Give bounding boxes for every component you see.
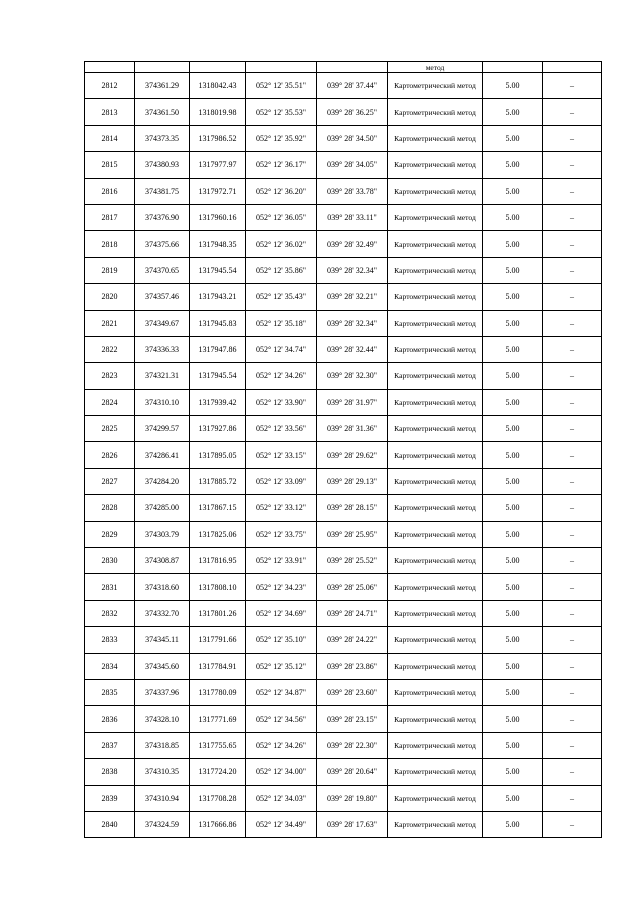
table-row <box>85 416 602 442</box>
cell-x-coordinate: 374376.90 <box>135 204 190 230</box>
cell-accuracy: 5.00 <box>483 204 543 230</box>
cell-accuracy: 5.00 <box>483 548 543 574</box>
cell-y-coordinate: 1317939.42 <box>190 389 246 415</box>
cell-point-number: 2833 <box>85 627 135 653</box>
cell-description: – <box>543 759 602 785</box>
table-row <box>85 231 602 257</box>
cell-point-number: 2817 <box>85 204 135 230</box>
cell-x-coordinate: 374345.60 <box>135 653 190 679</box>
cell-x-coordinate <box>135 62 190 73</box>
cell-accuracy: 5.00 <box>483 231 543 257</box>
cell-y-coordinate: 1317784.91 <box>190 653 246 679</box>
table-row <box>85 389 602 415</box>
cell-latitude: 052° 12' 35.43" <box>246 284 317 310</box>
cell-latitude: 052° 12' 35.51" <box>246 73 317 99</box>
cell-latitude: 052° 12' 35.86" <box>246 257 317 283</box>
cell-longitude: 039° 28' 25.52" <box>317 548 388 574</box>
cell-method: Картометрический метод <box>388 73 483 99</box>
cell-latitude: 052° 12' 34.26" <box>246 363 317 389</box>
cell-method: Картометрический метод <box>388 231 483 257</box>
cell-description: – <box>543 574 602 600</box>
continuation-row <box>85 62 602 73</box>
cell-accuracy: 5.00 <box>483 468 543 494</box>
cell-latitude: 052° 12' 35.18" <box>246 310 317 336</box>
cell-longitude: 039° 28' 22.30" <box>317 732 388 758</box>
cell-accuracy: 5.00 <box>483 706 543 732</box>
cell-latitude: 052° 12' 33.09" <box>246 468 317 494</box>
cell-accuracy: 5.00 <box>483 811 543 837</box>
table-row <box>85 99 602 125</box>
cell-method: Картометрический метод <box>388 600 483 626</box>
cell-point-number: 2839 <box>85 785 135 811</box>
cell-method: Картометрический метод <box>388 284 483 310</box>
cell-x-coordinate: 374308.87 <box>135 548 190 574</box>
cell-y-coordinate: 1318019.98 <box>190 99 246 125</box>
table-row <box>85 178 602 204</box>
cell-longitude: 039° 28' 31.97" <box>317 389 388 415</box>
cell-description: – <box>543 785 602 811</box>
cell-x-coordinate: 374321.31 <box>135 363 190 389</box>
cell-y-coordinate: 1317977.97 <box>190 152 246 178</box>
cell-latitude: 052° 12' 35.10" <box>246 627 317 653</box>
table-row <box>85 706 602 732</box>
cell-method: Картометрический метод <box>388 99 483 125</box>
cell-x-coordinate: 374361.29 <box>135 73 190 99</box>
cell-accuracy: 5.00 <box>483 495 543 521</box>
cell-x-coordinate: 374332.70 <box>135 600 190 626</box>
table-row <box>85 679 602 705</box>
cell-description: – <box>543 152 602 178</box>
cell-y-coordinate: 1317791.66 <box>190 627 246 653</box>
cell-y-coordinate: 1317825.06 <box>190 521 246 547</box>
table-row <box>85 548 602 574</box>
cell-method: Картометрический метод <box>388 732 483 758</box>
cell-latitude: 052° 12' 34.03" <box>246 785 317 811</box>
cell-point-number: 2835 <box>85 679 135 705</box>
cell-accuracy: 5.00 <box>483 257 543 283</box>
cell-accuracy: 5.00 <box>483 284 543 310</box>
cell-x-coordinate: 374299.57 <box>135 416 190 442</box>
cell-description: – <box>543 548 602 574</box>
table-row <box>85 811 602 837</box>
table-row <box>85 363 602 389</box>
cell-accuracy: 5.00 <box>483 627 543 653</box>
cell-accuracy: 5.00 <box>483 574 543 600</box>
cell-point-number: 2827 <box>85 468 135 494</box>
cell-latitude: 052° 12' 33.56" <box>246 416 317 442</box>
cell-x-coordinate: 374285.00 <box>135 495 190 521</box>
cell-method: метод <box>388 62 483 73</box>
cell-x-coordinate: 374310.35 <box>135 759 190 785</box>
cell-description: – <box>543 231 602 257</box>
cell-y-coordinate: 1317816.95 <box>190 548 246 574</box>
cell-point-number: 2815 <box>85 152 135 178</box>
cell-x-coordinate: 374357.46 <box>135 284 190 310</box>
table-row <box>85 152 602 178</box>
cell-point-number: 2813 <box>85 99 135 125</box>
cell-accuracy: 5.00 <box>483 732 543 758</box>
cell-x-coordinate: 374337.96 <box>135 679 190 705</box>
cell-accuracy: 5.00 <box>483 416 543 442</box>
cell-method: Картометрический метод <box>388 310 483 336</box>
cell-description <box>543 62 602 73</box>
cell-longitude: 039° 28' 20.64" <box>317 759 388 785</box>
cell-latitude <box>246 62 317 73</box>
cell-longitude: 039° 28' 23.60" <box>317 679 388 705</box>
cell-longitude: 039° 28' 31.36" <box>317 416 388 442</box>
cell-description: – <box>543 125 602 151</box>
cell-point-number: 2814 <box>85 125 135 151</box>
cell-description: – <box>543 442 602 468</box>
cell-method: Картометрический метод <box>388 653 483 679</box>
table-row <box>85 125 602 151</box>
cell-point-number: 2831 <box>85 574 135 600</box>
cell-longitude: 039° 28' 33.78" <box>317 178 388 204</box>
cell-description: – <box>543 284 602 310</box>
cell-y-coordinate: 1317947.86 <box>190 336 246 362</box>
cell-method: Картометрический метод <box>388 389 483 415</box>
table-row <box>85 759 602 785</box>
cell-accuracy: 5.00 <box>483 785 543 811</box>
table-row <box>85 442 602 468</box>
cell-longitude: 039° 28' 19.80" <box>317 785 388 811</box>
cell-description: – <box>543 495 602 521</box>
cell-point-number: 2821 <box>85 310 135 336</box>
cell-method: Картометрический метод <box>388 178 483 204</box>
cell-y-coordinate: 1317972.71 <box>190 178 246 204</box>
cell-longitude: 039° 28' 32.21" <box>317 284 388 310</box>
cell-x-coordinate: 374284.20 <box>135 468 190 494</box>
table-row <box>85 732 602 758</box>
cell-method: Картометрический метод <box>388 706 483 732</box>
table-row <box>85 600 602 626</box>
cell-description: – <box>543 73 602 99</box>
cell-x-coordinate: 374361.50 <box>135 99 190 125</box>
table-body <box>85 62 602 838</box>
cell-longitude: 039° 28' 29.62" <box>317 442 388 468</box>
cell-x-coordinate: 374345.11 <box>135 627 190 653</box>
cell-accuracy: 5.00 <box>483 99 543 125</box>
cell-description: – <box>543 706 602 732</box>
cell-method: Картометрический метод <box>388 468 483 494</box>
cell-accuracy: 5.00 <box>483 389 543 415</box>
cell-longitude: 039° 28' 17.63" <box>317 811 388 837</box>
cell-latitude: 052° 12' 35.12" <box>246 653 317 679</box>
cell-latitude: 052° 12' 36.17" <box>246 152 317 178</box>
cell-point-number: 2829 <box>85 521 135 547</box>
cell-latitude: 052° 12' 34.74" <box>246 336 317 362</box>
cell-y-coordinate: 1317755.65 <box>190 732 246 758</box>
cell-latitude: 052° 12' 34.26" <box>246 732 317 758</box>
cell-y-coordinate: 1317960.16 <box>190 204 246 230</box>
cell-point-number: 2818 <box>85 231 135 257</box>
cell-y-coordinate: 1317986.52 <box>190 125 246 151</box>
cell-point-number: 2816 <box>85 178 135 204</box>
coordinates-table <box>84 61 602 838</box>
cell-latitude: 052° 12' 33.15" <box>246 442 317 468</box>
cell-method: Картометрический метод <box>388 548 483 574</box>
cell-latitude: 052° 12' 33.12" <box>246 495 317 521</box>
cell-latitude: 052° 12' 33.75" <box>246 521 317 547</box>
cell-description: – <box>543 204 602 230</box>
cell-description: – <box>543 679 602 705</box>
cell-longitude: 039° 28' 32.34" <box>317 310 388 336</box>
cell-latitude: 052° 12' 36.20" <box>246 178 317 204</box>
cell-point-number: 2830 <box>85 548 135 574</box>
cell-description: – <box>543 336 602 362</box>
table-row <box>85 627 602 653</box>
table-row <box>85 468 602 494</box>
cell-latitude: 052° 12' 34.87" <box>246 679 317 705</box>
cell-method: Картометрический метод <box>388 442 483 468</box>
cell-accuracy: 5.00 <box>483 521 543 547</box>
cell-description: – <box>543 468 602 494</box>
cell-description: – <box>543 521 602 547</box>
cell-point-number: 2825 <box>85 416 135 442</box>
cell-longitude: 039° 28' 33.11" <box>317 204 388 230</box>
cell-x-coordinate: 374318.60 <box>135 574 190 600</box>
cell-latitude: 052° 12' 34.49" <box>246 811 317 837</box>
cell-y-coordinate: 1317724.20 <box>190 759 246 785</box>
cell-latitude: 052° 12' 36.02" <box>246 231 317 257</box>
cell-longitude: 039° 28' 32.49" <box>317 231 388 257</box>
cell-longitude: 039° 28' 25.06" <box>317 574 388 600</box>
table-row <box>85 785 602 811</box>
cell-y-coordinate: 1317895.05 <box>190 442 246 468</box>
cell-x-coordinate: 374286.41 <box>135 442 190 468</box>
cell-y-coordinate <box>190 62 246 73</box>
cell-accuracy: 5.00 <box>483 125 543 151</box>
cell-longitude: 039° 28' 32.34" <box>317 257 388 283</box>
cell-description: – <box>543 310 602 336</box>
cell-point-number: 2824 <box>85 389 135 415</box>
cell-y-coordinate: 1317771.69 <box>190 706 246 732</box>
cell-longitude: 039° 28' 34.05" <box>317 152 388 178</box>
cell-method: Картометрический метод <box>388 152 483 178</box>
cell-x-coordinate: 374375.66 <box>135 231 190 257</box>
cell-method: Картометрический метод <box>388 679 483 705</box>
cell-accuracy <box>483 62 543 73</box>
cell-longitude: 039° 28' 32.44" <box>317 336 388 362</box>
cell-latitude: 052° 12' 34.69" <box>246 600 317 626</box>
cell-accuracy: 5.00 <box>483 152 543 178</box>
table-row <box>85 257 602 283</box>
table-row <box>85 521 602 547</box>
cell-point-number: 2820 <box>85 284 135 310</box>
cell-method: Картометрический метод <box>388 521 483 547</box>
cell-y-coordinate: 1317927.86 <box>190 416 246 442</box>
cell-accuracy: 5.00 <box>483 653 543 679</box>
cell-accuracy: 5.00 <box>483 442 543 468</box>
cell-description: – <box>543 257 602 283</box>
cell-method: Картометрический метод <box>388 785 483 811</box>
cell-x-coordinate: 374380.93 <box>135 152 190 178</box>
cell-longitude: 039° 28' 24.22" <box>317 627 388 653</box>
cell-y-coordinate: 1317867.15 <box>190 495 246 521</box>
cell-description: – <box>543 811 602 837</box>
cell-y-coordinate: 1317708.28 <box>190 785 246 811</box>
cell-point-number: 2826 <box>85 442 135 468</box>
cell-point-number: 2823 <box>85 363 135 389</box>
cell-description: – <box>543 627 602 653</box>
cell-description: – <box>543 600 602 626</box>
cell-point-number: 2840 <box>85 811 135 837</box>
cell-y-coordinate: 1317780.09 <box>190 679 246 705</box>
cell-accuracy: 5.00 <box>483 310 543 336</box>
cell-y-coordinate: 1317945.54 <box>190 257 246 283</box>
cell-accuracy: 5.00 <box>483 336 543 362</box>
cell-longitude: 039° 28' 29.13" <box>317 468 388 494</box>
cell-accuracy: 5.00 <box>483 759 543 785</box>
cell-method: Картометрический метод <box>388 416 483 442</box>
cell-accuracy: 5.00 <box>483 600 543 626</box>
cell-method: Картометрический метод <box>388 495 483 521</box>
cell-longitude <box>317 62 388 73</box>
cell-latitude: 052° 12' 35.92" <box>246 125 317 151</box>
cell-method: Картометрический метод <box>388 125 483 151</box>
cell-latitude: 052° 12' 33.91" <box>246 548 317 574</box>
cell-point-number: 2838 <box>85 759 135 785</box>
cell-x-coordinate: 374310.94 <box>135 785 190 811</box>
cell-x-coordinate: 374324.59 <box>135 811 190 837</box>
cell-x-coordinate: 374310.10 <box>135 389 190 415</box>
cell-y-coordinate: 1317948.35 <box>190 231 246 257</box>
cell-x-coordinate: 374381.75 <box>135 178 190 204</box>
cell-accuracy: 5.00 <box>483 363 543 389</box>
cell-latitude: 052° 12' 34.23" <box>246 574 317 600</box>
cell-description: – <box>543 178 602 204</box>
cell-y-coordinate: 1317666.86 <box>190 811 246 837</box>
cell-y-coordinate: 1317945.54 <box>190 363 246 389</box>
cell-x-coordinate: 374318.85 <box>135 732 190 758</box>
table-row <box>85 310 602 336</box>
cell-latitude: 052° 12' 35.53" <box>246 99 317 125</box>
cell-longitude: 039° 28' 24.71" <box>317 600 388 626</box>
cell-x-coordinate: 374328.10 <box>135 706 190 732</box>
cell-latitude: 052° 12' 36.05" <box>246 204 317 230</box>
cell-point-number: 2812 <box>85 73 135 99</box>
cell-description: – <box>543 653 602 679</box>
cell-point-number: 2822 <box>85 336 135 362</box>
cell-point-number: 2832 <box>85 600 135 626</box>
cell-method: Картометрический метод <box>388 811 483 837</box>
table-row <box>85 204 602 230</box>
cell-method: Картометрический метод <box>388 336 483 362</box>
cell-y-coordinate: 1317885.72 <box>190 468 246 494</box>
cell-description: – <box>543 99 602 125</box>
cell-method: Картометрический метод <box>388 257 483 283</box>
cell-method: Картометрический метод <box>388 759 483 785</box>
cell-y-coordinate: 1317943.21 <box>190 284 246 310</box>
cell-y-coordinate: 1317808.10 <box>190 574 246 600</box>
cell-longitude: 039° 28' 37.44" <box>317 73 388 99</box>
table-row <box>85 336 602 362</box>
cell-point-number <box>85 62 135 73</box>
cell-latitude: 052° 12' 34.56" <box>246 706 317 732</box>
cell-y-coordinate: 1318042.43 <box>190 73 246 99</box>
cell-longitude: 039° 28' 23.15" <box>317 706 388 732</box>
cell-longitude: 039° 28' 34.50" <box>317 125 388 151</box>
cell-y-coordinate: 1317945.83 <box>190 310 246 336</box>
cell-method: Картометрический метод <box>388 204 483 230</box>
cell-longitude: 039° 28' 23.86" <box>317 653 388 679</box>
cell-accuracy: 5.00 <box>483 178 543 204</box>
cell-point-number: 2837 <box>85 732 135 758</box>
table-row <box>85 653 602 679</box>
table-row <box>85 495 602 521</box>
table-row <box>85 284 602 310</box>
cell-accuracy: 5.00 <box>483 73 543 99</box>
cell-description: – <box>543 732 602 758</box>
cell-latitude: 052° 12' 34.00" <box>246 759 317 785</box>
cell-x-coordinate: 374303.79 <box>135 521 190 547</box>
cell-longitude: 039° 28' 28.15" <box>317 495 388 521</box>
cell-method: Картометрический метод <box>388 363 483 389</box>
cell-x-coordinate: 374370.65 <box>135 257 190 283</box>
cell-point-number: 2834 <box>85 653 135 679</box>
cell-x-coordinate: 374336.33 <box>135 336 190 362</box>
cell-method: Картометрический метод <box>388 574 483 600</box>
cell-longitude: 039° 28' 32.30" <box>317 363 388 389</box>
cell-longitude: 039° 28' 25.95" <box>317 521 388 547</box>
cell-x-coordinate: 374373.35 <box>135 125 190 151</box>
cell-description: – <box>543 416 602 442</box>
cell-method: Картометрический метод <box>388 627 483 653</box>
cell-description: – <box>543 389 602 415</box>
cell-accuracy: 5.00 <box>483 679 543 705</box>
table-row <box>85 574 602 600</box>
cell-point-number: 2828 <box>85 495 135 521</box>
table-row <box>85 73 602 99</box>
cell-longitude: 039° 28' 36.25" <box>317 99 388 125</box>
cell-point-number: 2819 <box>85 257 135 283</box>
cell-description: – <box>543 363 602 389</box>
cell-latitude: 052° 12' 33.90" <box>246 389 317 415</box>
cell-x-coordinate: 374349.67 <box>135 310 190 336</box>
cell-point-number: 2836 <box>85 706 135 732</box>
cell-y-coordinate: 1317801.26 <box>190 600 246 626</box>
